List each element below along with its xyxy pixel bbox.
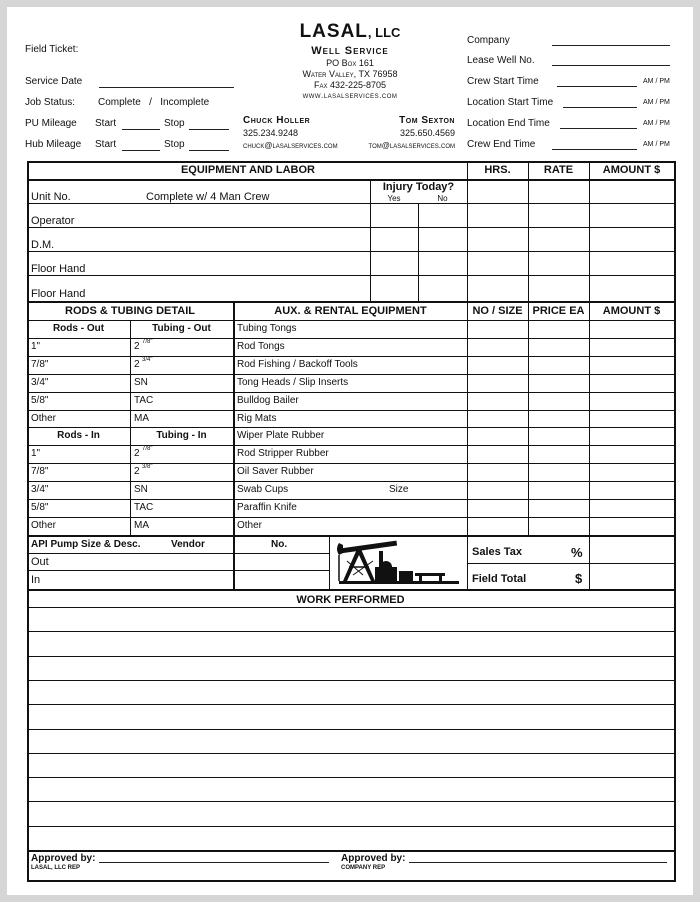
tubing-item-out: SN xyxy=(134,376,148,388)
job-status-options[interactable]: Complete / Incomplete xyxy=(98,97,210,108)
location-end-ampm[interactable]: AM / PM xyxy=(643,120,670,127)
aux-item: Rod Fishing / Backoff Tools xyxy=(237,358,358,370)
sales-tax-label: Sales Tax xyxy=(472,546,522,558)
no-size-header: NO / SIZE xyxy=(472,305,523,317)
price-ea-header: PRICE EA xyxy=(532,305,585,317)
tubing-fraction-in: 3/8" xyxy=(142,464,153,471)
fax: Fax 432-225-8705 xyxy=(313,80,387,90)
rod-size-out: 1" xyxy=(31,340,41,352)
rods-tubing-title: RODS & TUBING DETAIL xyxy=(65,305,195,317)
unit-no-label: Unit No. xyxy=(31,191,71,203)
rod-size-out: 5/8" xyxy=(31,394,49,406)
company-name: LASAL xyxy=(299,21,368,42)
aux-item: Paraffin Knife xyxy=(237,502,297,513)
work-line[interactable] xyxy=(27,777,674,778)
aux-item: Other xyxy=(237,519,263,531)
work-line[interactable] xyxy=(27,801,674,802)
rod-size-in: Other xyxy=(31,519,57,531)
hub-start-input[interactable] xyxy=(122,150,160,151)
city: Water Valley, TX 76958 xyxy=(302,69,398,79)
service-date-label: Service Date xyxy=(25,76,83,87)
rod-size-in: 1" xyxy=(31,448,41,460)
hub-stop-input[interactable] xyxy=(189,150,229,151)
lasal-signature-line[interactable] xyxy=(99,862,329,863)
tubing-out-header: Tubing - Out xyxy=(152,323,211,334)
aux-item: Rig Mats xyxy=(237,412,277,424)
work-line[interactable] xyxy=(27,631,674,632)
floor-hand-2-label: Floor Hand xyxy=(31,288,86,300)
lease-well-label: Lease Well No. xyxy=(467,55,535,66)
location-start-input[interactable] xyxy=(563,107,637,108)
aux-rental-title: AUX. & RENTAL EQUIPMENT xyxy=(274,305,427,317)
floor-hand-1-label: Floor Hand xyxy=(31,263,86,275)
company-logo-title xyxy=(240,21,460,43)
aux-item: Bulldog Bailer xyxy=(237,394,299,406)
rod-size-out: 7/8" xyxy=(31,358,49,370)
crew-start-label: Crew Start Time xyxy=(467,76,539,87)
equipment-header-divider xyxy=(27,179,674,181)
work-performed-title: WORK PERFORMED xyxy=(296,594,405,606)
pu-start-label: Start xyxy=(95,118,117,129)
aux-item: Tubing Tongs xyxy=(237,323,297,334)
work-line[interactable] xyxy=(27,607,674,608)
aux-item: Rod Stripper Rubber xyxy=(237,448,329,460)
location-start-label: Location Start Time xyxy=(467,97,554,108)
tubing-item-in: TAC xyxy=(134,502,154,513)
crew-end-label: Crew End Time xyxy=(467,139,536,150)
rods-in-header: Rods - In xyxy=(57,430,100,442)
operator-label: Operator xyxy=(31,215,75,227)
contact-1-name: Chuck Holler xyxy=(243,115,311,126)
rod-size-out: 3/4" xyxy=(31,376,49,388)
equipment-title: EQUIPMENT AND LABOR xyxy=(180,164,316,176)
approved-by-lasal: Approved by: xyxy=(31,853,96,864)
tubing-item-in: 2 xyxy=(134,448,140,460)
contact-2-email: tom@lasalservices.com xyxy=(368,141,455,150)
company-label: Company xyxy=(467,35,510,46)
company-subtitle: Well Service xyxy=(311,45,389,57)
tubing-item-in: MA xyxy=(134,519,149,531)
location-end-label: Location End Time xyxy=(467,118,550,129)
approved-by-company: Approved by: xyxy=(341,853,406,864)
pu-start-input[interactable] xyxy=(122,129,160,130)
work-line[interactable] xyxy=(27,656,674,657)
aux-item: Oil Saver Rubber xyxy=(237,466,314,478)
pump-in-label: In xyxy=(31,574,41,586)
aux-amount-header: AMOUNT $ xyxy=(602,305,661,317)
aux-item: Swab Cups xyxy=(237,484,289,496)
aux-item: Rod Tongs xyxy=(237,340,285,352)
tubing-item-out: 2 xyxy=(134,340,140,352)
work-line[interactable] xyxy=(27,826,674,827)
po-box: PO Box 161 xyxy=(326,58,374,68)
vendor-label: Vendor xyxy=(171,539,205,550)
tubing-fraction-out: 7/8" xyxy=(142,338,153,345)
pu-stop-input[interactable] xyxy=(189,129,229,130)
rate-header: RATE xyxy=(543,164,574,176)
website: www.lasalservices.com xyxy=(302,91,398,100)
swab-cups-size-label: Size xyxy=(389,484,409,496)
company-input[interactable] xyxy=(552,45,670,46)
work-line[interactable] xyxy=(27,753,674,754)
pu-mileage-label: PU Mileage xyxy=(25,118,77,129)
rod-size-out: Other xyxy=(31,412,57,424)
hrs-header: HRS. xyxy=(484,164,511,176)
amount-header: AMOUNT $ xyxy=(602,164,661,176)
tubing-item-out: TAC xyxy=(134,394,154,406)
location-start-ampm[interactable]: AM / PM xyxy=(643,99,670,106)
crew-description: Complete w/ 4 Man Crew xyxy=(146,191,270,203)
work-line[interactable] xyxy=(27,704,674,705)
dm-label: D.M. xyxy=(31,239,55,251)
crew-start-input[interactable] xyxy=(557,86,637,87)
main-table xyxy=(27,161,676,882)
contact-2-phone: 325.650.4569 xyxy=(399,128,455,138)
contact-2-name: Tom Sexton xyxy=(399,115,455,126)
injury-no[interactable]: No xyxy=(437,194,448,203)
field-total-dollar: $ xyxy=(575,571,583,586)
tubing-in-header: Tubing - In xyxy=(156,430,207,442)
company-signature-line[interactable] xyxy=(409,862,667,863)
rod-size-in: 7/8" xyxy=(31,466,49,478)
pu-stop-label: Stop xyxy=(164,118,185,129)
tubing-item-in: 2 xyxy=(134,466,140,478)
tubing-item-in: SN xyxy=(134,484,148,496)
hub-start-label: Start xyxy=(95,139,117,150)
api-pump-label: API Pump Size & Desc. xyxy=(31,539,141,550)
tubing-fraction-out: 3/4" xyxy=(142,356,153,363)
rods-out-header: Rods - Out xyxy=(52,323,105,334)
field-total-label: Field Total xyxy=(472,573,527,585)
service-date-input[interactable] xyxy=(99,87,234,88)
pump-no-label: No. xyxy=(271,539,288,550)
pump-jack-icon xyxy=(335,537,463,587)
company-suffix: , LLC xyxy=(367,25,401,40)
crew-end-input[interactable] xyxy=(552,149,637,150)
rod-size-in: 3/4" xyxy=(31,484,49,496)
tubing-fraction-in: 7/8" xyxy=(142,446,153,453)
lasal-rep-label: LASAL, LLC REP xyxy=(31,865,80,871)
injury-today-label: Injury Today? xyxy=(382,181,455,193)
pump-out-label: Out xyxy=(31,556,49,568)
hub-stop-label: Stop xyxy=(164,139,185,150)
injury-yes[interactable]: Yes xyxy=(387,194,401,203)
work-line[interactable] xyxy=(27,729,674,730)
field-ticket-label: Field Ticket: xyxy=(25,44,79,55)
hub-mileage-label: Hub Mileage xyxy=(25,139,82,150)
aux-item: Wiper Plate Rubber xyxy=(237,430,325,442)
crew-start-ampm[interactable]: AM / PM xyxy=(643,78,670,85)
rod-size-in: 5/8" xyxy=(31,502,49,513)
location-end-input[interactable] xyxy=(560,128,637,129)
work-line[interactable] xyxy=(27,680,674,681)
company-rep-label: COMPANY REP xyxy=(341,865,386,871)
field-ticket-form xyxy=(7,7,693,895)
tubing-item-out: 2 xyxy=(134,358,140,370)
tubing-item-out: MA xyxy=(134,412,149,424)
sales-tax-percent: % xyxy=(571,545,583,560)
contact-1-email: chuck@lasalservices.com xyxy=(243,141,338,150)
job-status-label: Job Status: xyxy=(25,97,76,108)
aux-item: Tong Heads / Slip Inserts xyxy=(237,376,349,388)
crew-end-ampm[interactable]: AM / PM xyxy=(643,141,670,148)
lease-well-input[interactable] xyxy=(552,65,670,66)
contact-1-phone: 325.234.9248 xyxy=(243,128,299,138)
